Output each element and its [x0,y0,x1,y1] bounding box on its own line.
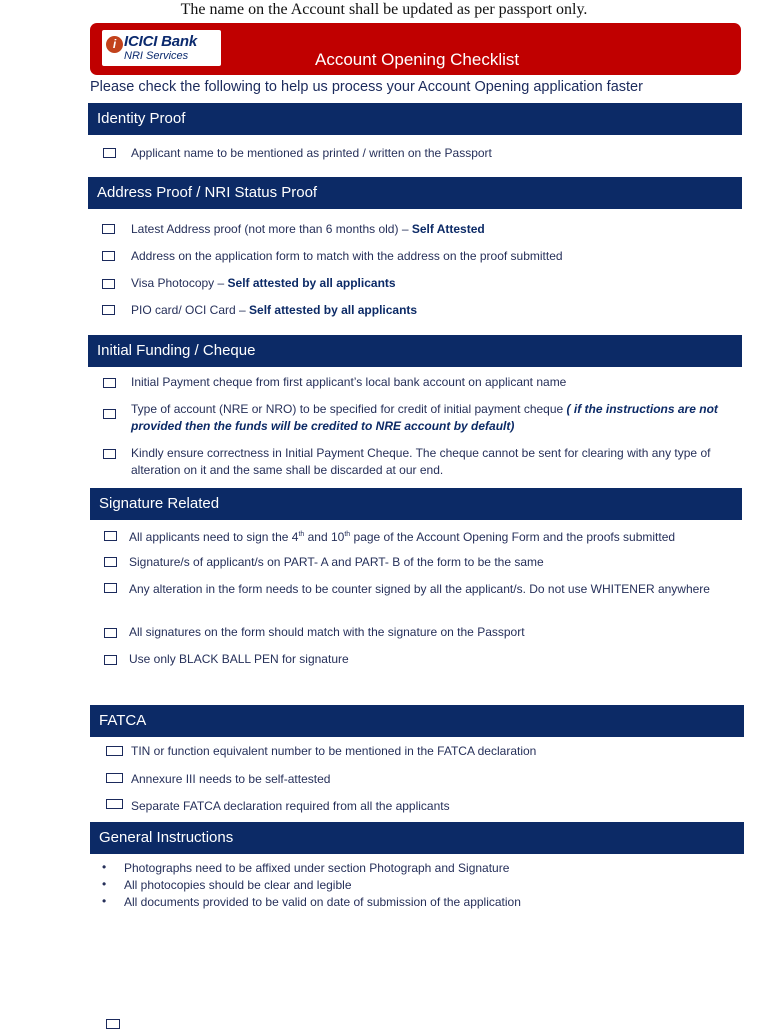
checklist-item: All signatures on the form should match with the signature on the Passport [129,625,525,639]
section-header-signature-related: Signature Related [90,488,742,520]
section-header-address-proof: Address Proof / NRI Status Proof [88,177,742,209]
checkbox[interactable] [106,746,123,756]
checkbox[interactable] [103,449,116,459]
checkbox[interactable] [104,531,117,541]
checklist-item: Kindly ensure correctness in Initial Payment Cheque. The cheque cannot be sent for clearing with any type of alteration on it and the same shall be discarded at our end. [131,446,711,477]
checkbox[interactable] [103,378,116,388]
checkbox[interactable] [102,251,115,261]
checklist-item: Annexure III needs to be self-attested [131,772,331,786]
logo-mark-icon: i [106,36,123,53]
checklist-item: Separate FATCA declaration required from all the applicants [131,799,450,813]
checkbox[interactable] [104,628,117,638]
checklist-item: Use only BLACK BALL PEN for signature [129,652,349,666]
logo-subtitle-text: NRI Services [124,50,189,62]
checkbox[interactable] [106,773,123,783]
checkbox[interactable] [102,279,115,289]
checklist-item: Visa Photocopy – Self attested by all applicants [131,276,396,290]
checklist-item: Type of account (NRE or NRO) to be specified for credit of initial payment cheque ( if the instructions are not provided then the funds will be credited to NRE account by default) [131,402,718,433]
checklist-item: Address on the application form to match with the address on the proof submitted [131,249,563,263]
checkbox[interactable] [106,1019,120,1029]
intro-text: Please check the following to help us process your Account Opening application faster [90,79,643,95]
instruction-item: All photocopies should be clear and legible [124,878,352,892]
checklist-item: Any alteration in the form needs to be counter signed by all the applicant/s. Do not use WHITENER anywhere [129,582,710,596]
checklist-item: TIN or function equivalent number to be mentioned in the FATCA declaration [131,744,537,758]
checkbox[interactable] [103,409,116,419]
checklist-banner [90,23,741,75]
checkbox[interactable] [104,583,117,593]
section-header-fatca: FATCA [90,705,744,737]
bullet-icon: • [102,894,107,908]
checkbox[interactable] [104,655,117,665]
instruction-item: Photographs need to be affixed under section Photograph and Signature [124,861,510,875]
section-header-identity-proof: Identity Proof [88,103,742,135]
logo-brand-text: ICICI Bank [124,33,198,50]
checkbox[interactable] [102,224,115,234]
checkbox[interactable] [106,799,123,809]
checkbox[interactable] [104,557,117,567]
checklist-item: Latest Address proof (not more than 6 months old) – Self Attested [131,222,485,236]
instruction-item: All documents provided to be valid on date of submission of the application [124,895,521,909]
bullet-icon: • [102,860,107,874]
checklist-item: Initial Payment cheque from first applicant’s local bank account on applicant name [131,375,567,389]
checkbox[interactable] [103,148,116,158]
section-header-initial-funding: Initial Funding / Cheque [88,335,742,367]
checklist-item: PIO card/ OCI Card – Self attested by all applicants [131,303,418,317]
section-header-general-instructions: General Instructions [90,822,744,854]
passport-name-note: The name on the Account shall be updated as per passport only. [180,1,588,18]
checklist-item: Signature/s of applicant/s on PART- A and PART- B of the form to be the same [129,555,544,569]
page-title: Account Opening Checklist [315,50,520,69]
checkbox[interactable] [102,305,115,315]
checklist-item: Applicant name to be mentioned as printed / written on the Passport [131,146,492,160]
bullet-icon: • [102,877,107,891]
checklist-item: All applicants need to sign the 4th and 10th page of the Account Opening Form and the proofs submitted [129,530,676,544]
icici-bank-logo [102,30,221,66]
